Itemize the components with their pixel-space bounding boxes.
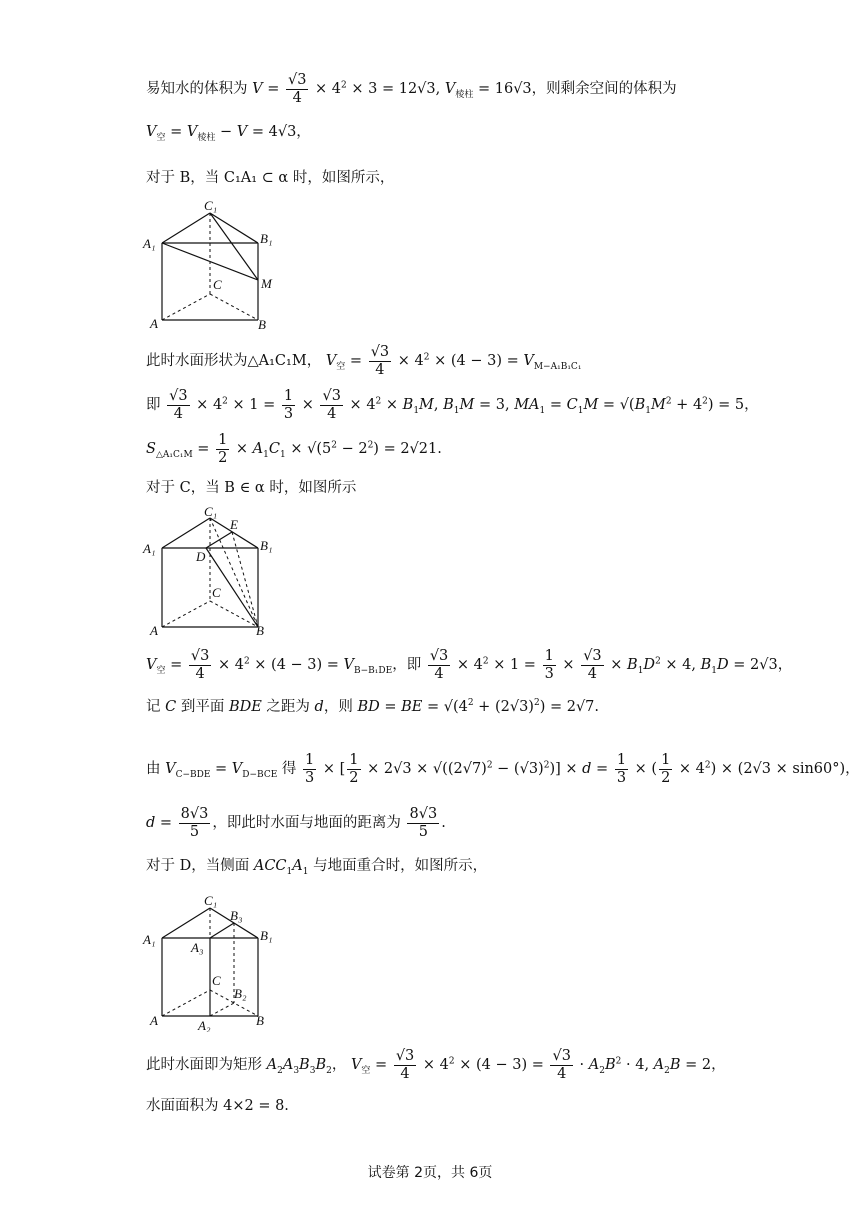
figure-prism-d (140, 892, 290, 1032)
label-a1: A₁ (143, 541, 156, 556)
label-a: A (150, 316, 158, 331)
label-b: B (258, 317, 266, 332)
text-line-5: 即 $\frac{√3}{4}$ × $4^2 \times 1$ = $\frac{1}{3}$ × $\frac{√3}{4}$ × $4^2 \times B_1M$, $B_1M = 3$, $MA_1 = C_1M = √(B_1M^2 + 4^2) = 5$， (146, 388, 759, 422)
label-a2: A₂ (198, 1018, 211, 1032)
label-c1: C₁ (204, 893, 218, 908)
text-line-7: 对于 C，当 B ∈ α 时，如图所示 (146, 480, 357, 496)
label-c1: C₁ (204, 198, 218, 213)
label-b: B (256, 1013, 264, 1028)
text-line-2: $V_空 = V_{棱柱} - V = 4√3$， (146, 124, 311, 143)
label-b1: B₁ (260, 231, 273, 246)
figure-prism-b (140, 198, 290, 333)
label-c: C (212, 973, 221, 988)
label-c1: C₁ (204, 505, 218, 519)
text-line-11: d = $\frac{8√3}{5}$ ，即此时水面与地面的距离为 $\frac{8√3}{5}$ . (146, 806, 446, 840)
figure-prism-c (140, 505, 290, 637)
label-d: D (196, 549, 206, 564)
text-line-1: 易知水的体积为 V = $\frac{√3}{4}$ × $4^2 \times 3 = 12√3$, $V_{棱柱} = 16√3$，则剩余空间的体积为 (146, 72, 677, 106)
label-m: M (261, 276, 272, 291)
text-line-13: 此时水面即为矩形 $A_2A_3B_3B_2$， $V_空$ = $\frac{√3}{4}$ × $4^2 \times (4 - 3)$ = $\frac{√3}{4}$ · $A_2B^2 \cdot 4$, $A_2B = 2$， (146, 1048, 726, 1082)
page-footer: 试卷第 2页，共 6页 (367, 1165, 493, 1181)
text-line-9: 记 C 到平面 BDE 之距为 d，则 BD = BE = $√(4^2 + (2√3)^2) = 2√7$. (146, 698, 600, 715)
label-b2: B₂ (234, 986, 247, 1001)
text-line-6: $S_{\triangle A_1C_1M}$ = $\frac{1}{2}$ × $A_1C_1 \times √(5^2 - 2^2) = 2√21$. (146, 432, 442, 466)
label-b: B (256, 623, 264, 637)
label-a1: A₁ (143, 236, 156, 251)
text-line-14: 水面面积为 4×2 = 8. (146, 1098, 289, 1114)
label-c: C (213, 277, 222, 292)
label-c: C (212, 585, 221, 600)
label-a: A (150, 1013, 158, 1028)
label-e: E (230, 517, 238, 532)
text-line-10: 由 $V_{C-BDE} = V_{D-BCE}$ 得 $\frac{1}{3}$ × [ $\frac{1}{2}$ × $2√3 \times √((2√7)^2 - (√3)^2)] \times d$ = $\frac{1}{3}$ × ( $\frac{1}{2}$ × $4^2) \times (2√3 \times \sin 60^\circ)$， (146, 752, 860, 786)
label-a: A (150, 623, 158, 637)
label-a1: A₁ (143, 932, 156, 947)
text-line-8: $V_空$ = $\frac{√3}{4}$ × $4^2 \times (4 - 3) = V_{B-B_1DE}$，即 $\frac{√3}{4}$ × $4^2 \times 1$ = $\frac{1}{3}$ × $\frac{√3}{4}$ × $B_1D^2 \times 4$, $B_1D = 2√3$， (146, 648, 793, 682)
text-line-3: 对于 B，当 C₁A₁ ⊂ α 时，如图所示， (146, 170, 395, 186)
label-b1: B₁ (260, 538, 273, 553)
label-b1: B₁ (260, 928, 273, 943)
label-a3: A₃ (191, 940, 204, 955)
text-line-12: 对于 D，当侧面 $ACC_1A_1$ 与地面重合时，如图所示， (146, 858, 488, 877)
text-line-4: 此时水面形状为△A₁C₁M， $V_空$ = $\frac{√3}{4}$ × $4^2 \times (4 - 3) = V_{M-A_1B_1C_1}$ (146, 344, 582, 378)
label-b3: B₃ (230, 908, 243, 923)
